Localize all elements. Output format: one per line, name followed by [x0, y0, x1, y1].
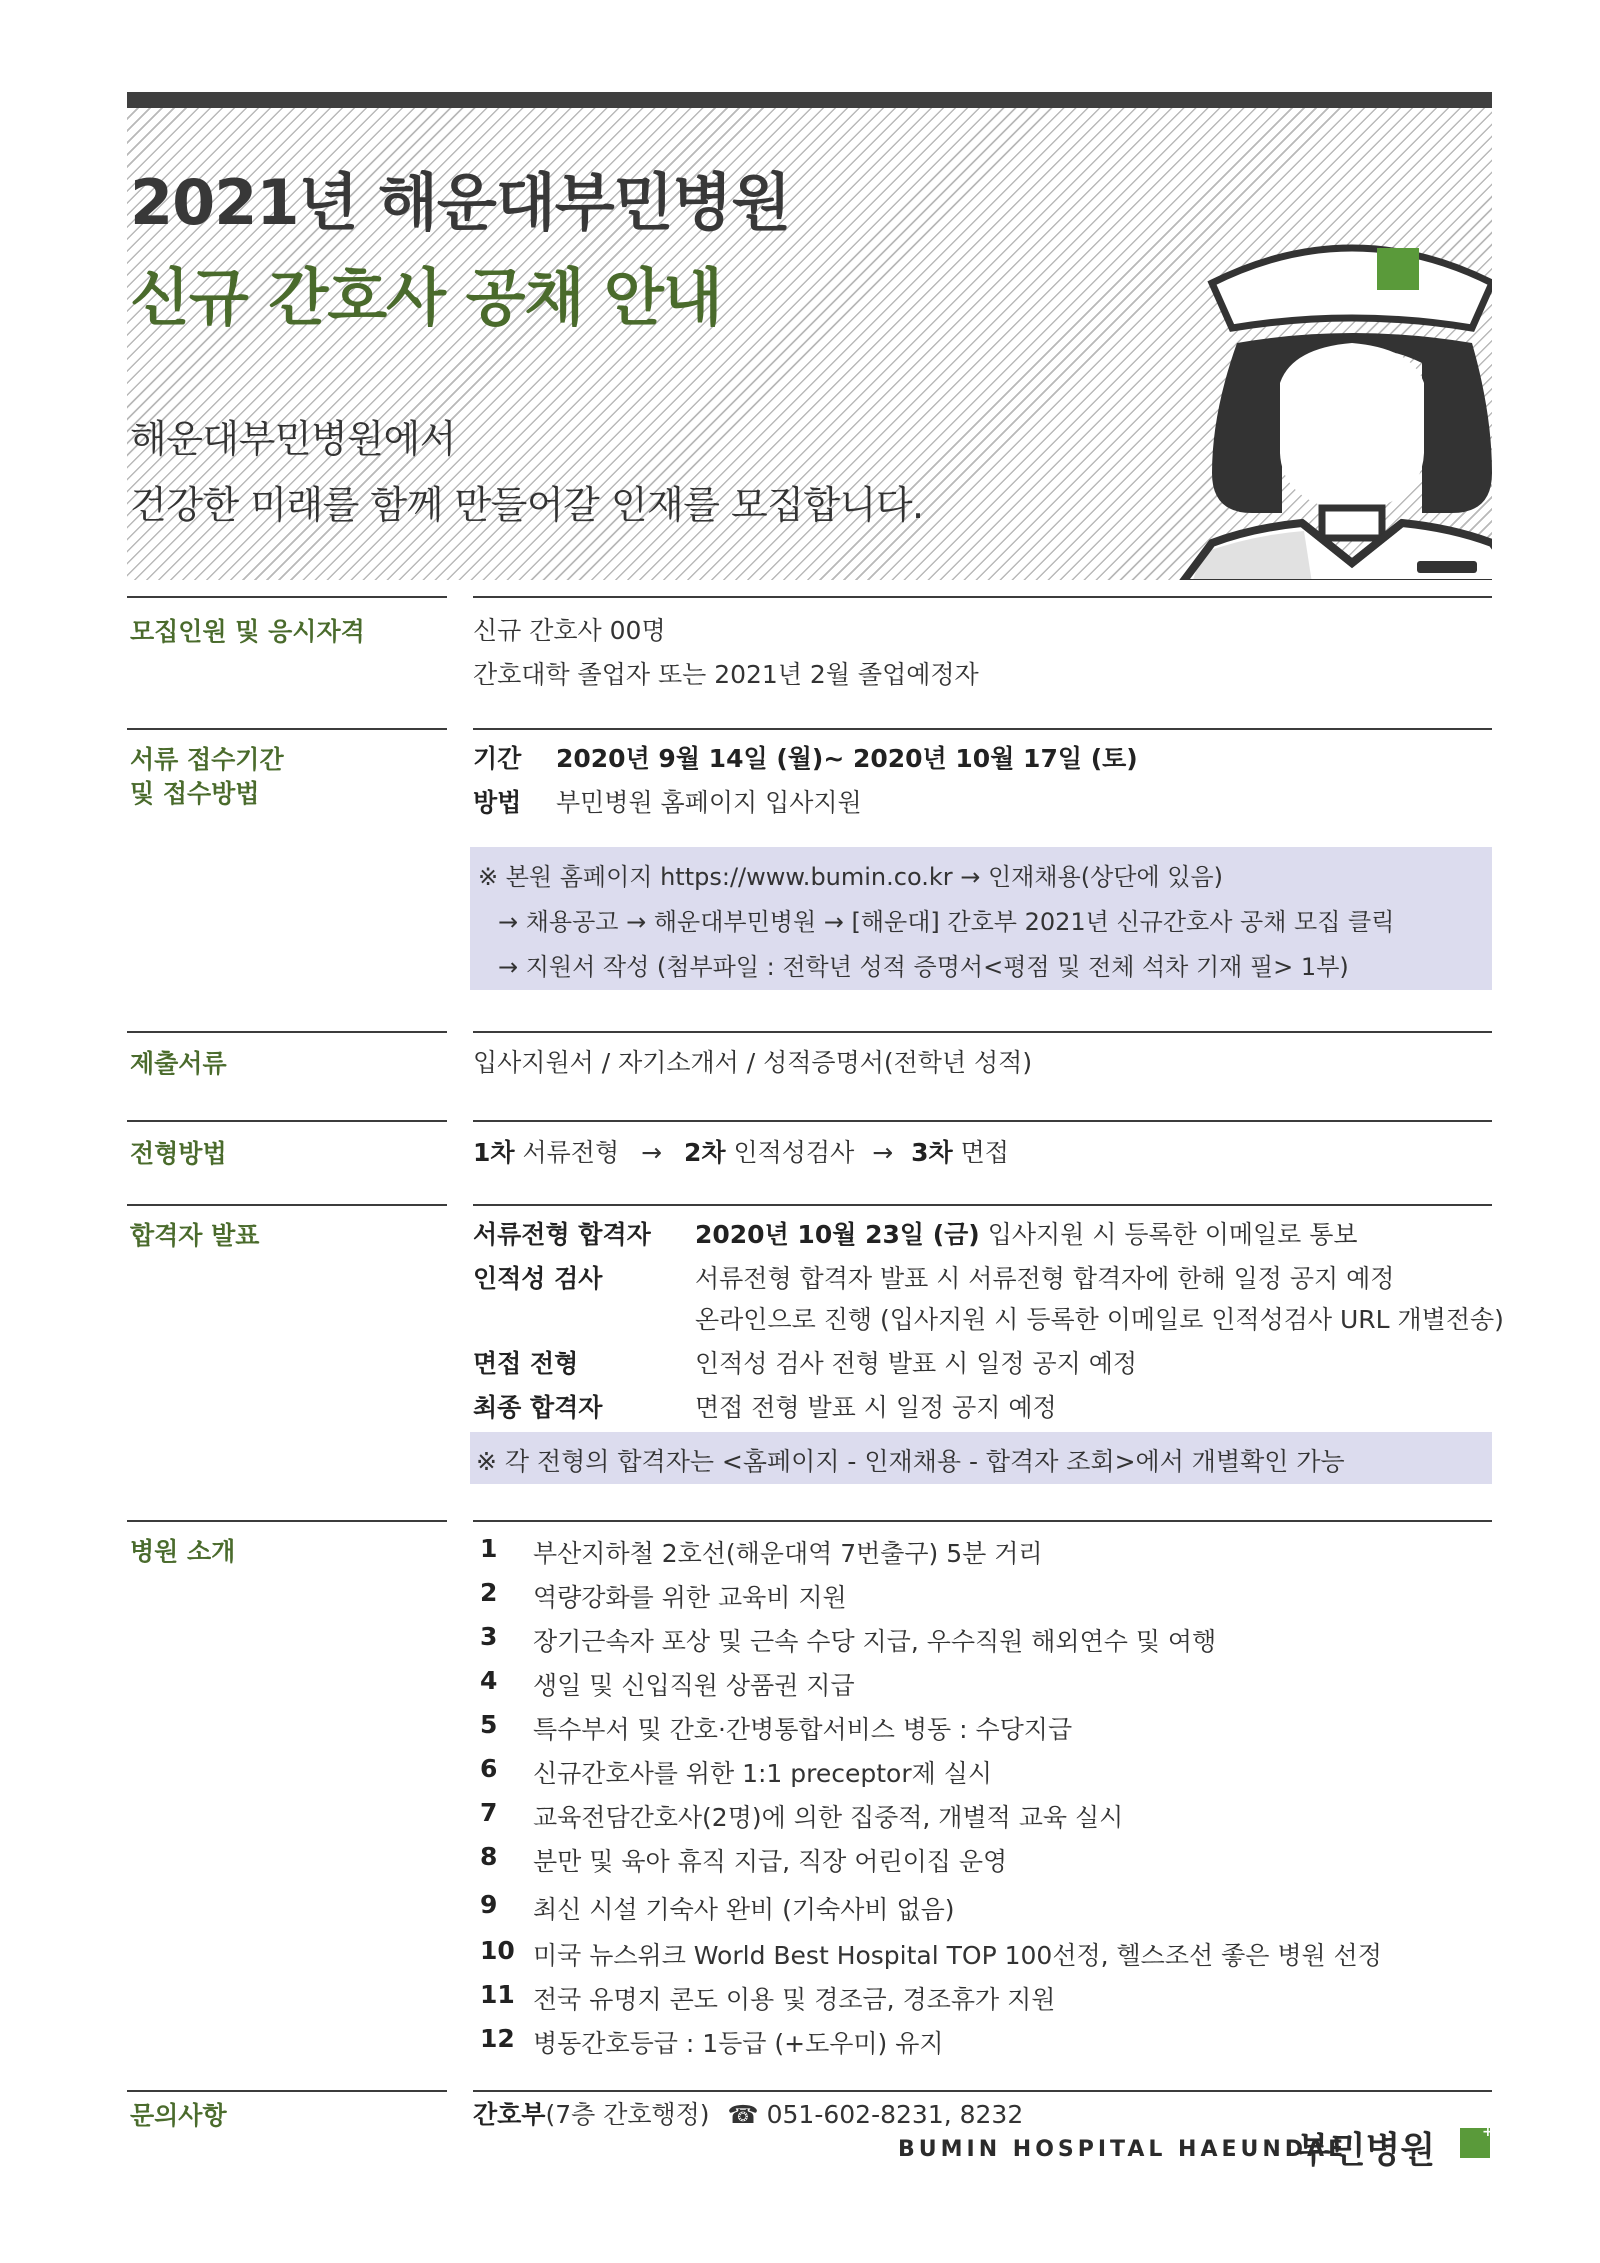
announcement-note-box	[470, 1432, 1492, 1484]
application-note-line1: ※ 본원 홈페이지 https://www.bumin.co.kr → 인재채용(상단에 있음)	[478, 863, 1224, 891]
method-key: 방법	[473, 788, 522, 817]
hospital-label: 병원 소개	[130, 1537, 236, 1566]
list-item-num: 11	[480, 1980, 515, 2009]
application-label-line2: 및 접수방법	[130, 779, 260, 808]
arrow-right-icon: →	[872, 1138, 894, 1167]
application-note-line2: → 채용공고 → 해운대부민병원 → [해운대] 간호부 2021년 신규간호사 공채 모집 클릭	[498, 908, 1395, 936]
list-item-num: 3	[480, 1622, 498, 1651]
list-item-num: 7	[480, 1798, 498, 1827]
list-item: 부산지하철 2호선(해운대역 7번출구) 5분 거리	[533, 1539, 1043, 1568]
step1-text: 서류전형	[522, 1138, 620, 1167]
recruit-line2: 간호대학 졸업자 또는 2021년 2월 졸업예정자	[473, 660, 979, 689]
section-divider	[473, 596, 1492, 598]
announcement-note: ※ 각 전형의 합격자는 <홈페이지 - 인재채용 - 합격자 조회>에서 개별확인 가능	[476, 1447, 1345, 1476]
announce-key-0: 서류전형 합격자	[473, 1220, 651, 1249]
step2-text: 인적성검사	[733, 1138, 855, 1167]
documents-value: 입사지원서 / 자기소개서 / 성적증명서(전학년 성적)	[473, 1048, 1033, 1077]
top-bar	[127, 92, 1492, 108]
announcement-label: 합격자 발표	[130, 1221, 260, 1250]
contact-info	[473, 2098, 1023, 2132]
list-item: 분만 및 육아 휴직 지급, 직장 어린이집 운영	[533, 1847, 1008, 1876]
hero-banner	[127, 108, 1492, 580]
list-item-num: 5	[480, 1710, 498, 1739]
announce-value-0: 2020년 10월 23일 (금) 입사지원 시 등록한 이메일로 통보	[695, 1220, 1358, 1249]
section-divider	[473, 728, 1492, 730]
list-item: 교육전담간호사(2명)에 의한 집중적, 개별적 교육 실시	[533, 1803, 1124, 1832]
section-divider	[473, 2090, 1492, 2092]
step3-text: 면접	[960, 1138, 1009, 1167]
application-note-line3: → 지원서 작성 (첨부파일 : 전학년 성적 증명서<평점 및 전체 석차 기재 필> 1부)	[498, 953, 1349, 981]
list-item: 신규간호사를 위한 1:1 preceptor제 실시	[533, 1759, 993, 1788]
announce-value-4: 면접 전형 발표 시 일정 공지 예정	[695, 1393, 1057, 1422]
list-item: 전국 유명지 콘도 이용 및 경조금, 경조휴가 지원	[533, 1985, 1056, 2014]
contact-label: 문의사항	[130, 2101, 227, 2130]
contact-phone: 051-602-8231, 8232	[766, 2100, 1024, 2129]
section-divider	[127, 728, 447, 730]
footer-name-en: BUMIN HOSPITAL HAEUNDAE	[898, 2137, 1348, 2162]
selection-steps	[473, 1136, 1009, 1170]
list-item-num: 9	[480, 1890, 498, 1919]
section-divider	[127, 1204, 447, 1206]
list-item: 최신 시설 기숙사 완비 (기숙사비 없음)	[533, 1895, 955, 1924]
announce-key-4: 최종 합격자	[473, 1393, 603, 1422]
list-item-num: 10	[480, 1936, 515, 1965]
step3-num: 3차	[911, 1138, 953, 1167]
announce-value-3: 인적성 검사 전형 발표 시 일정 공지 예정	[695, 1349, 1138, 1378]
section-divider	[473, 1031, 1492, 1033]
application-label-line1: 서류 접수기간	[130, 745, 284, 774]
list-item: 장기근속자 포상 및 근속 수당 지급, 우수직원 해외연수 및 여행	[533, 1627, 1217, 1656]
footer-name-ko: 부민병원	[1296, 2130, 1436, 2171]
section-divider	[127, 2090, 447, 2092]
list-item: 미국 뉴스위크 World Best Hospital TOP 100선정, 헬스조선 좋은 병원 선정	[533, 1941, 1382, 1970]
step1-num: 1차	[473, 1138, 515, 1167]
arrow-right-icon: →	[641, 1138, 663, 1167]
announce-key-1: 인적성 검사	[473, 1264, 603, 1293]
list-item: 병동간호등급 : 1등급 (+도우미) 유지	[533, 2029, 944, 2058]
list-item-num: 2	[480, 1578, 498, 1607]
list-item-num: 4	[480, 1666, 498, 1695]
documents-label: 제출서류	[130, 1049, 227, 1078]
application-note-box	[470, 847, 1492, 990]
section-divider	[127, 1120, 447, 1122]
list-item: 생일 및 신입직원 상품권 지급	[533, 1671, 855, 1700]
list-item: 특수부서 및 간호·간병통합서비스 병동 : 수당지급	[533, 1715, 1073, 1744]
contact-detail: (7층 간호행정)	[545, 2100, 710, 2129]
hero-subtitle-line2: 건강한 미래를 함께 만들어갈 인재를 모집합니다.	[130, 483, 924, 527]
hero-title-line1: 2021년 해운대부민병원	[130, 166, 791, 239]
list-item-num: 1	[480, 1534, 498, 1563]
hero-title-line2: 신규 간호사 공채 안내	[130, 261, 722, 334]
list-item-num: 12	[480, 2024, 515, 2053]
selection-label: 전형방법	[130, 1139, 227, 1168]
announce-key-3: 면접 전형	[473, 1349, 579, 1378]
nurse-illustration-icon	[1172, 213, 1492, 580]
section-divider	[473, 1120, 1492, 1122]
announce-value-2: 온라인으로 진행 (입사지원 시 등록한 이메일로 인적성검사 URL 개별전송)	[695, 1305, 1504, 1334]
section-divider	[127, 1520, 447, 1522]
recruit-line1: 신규 간호사 00명	[473, 616, 666, 645]
step2-num: 2차	[683, 1138, 726, 1167]
phone-icon: ☎	[727, 2100, 759, 2129]
method-value: 부민병원 홈페이지 입사지원	[556, 788, 862, 817]
section-divider	[127, 1031, 447, 1033]
section-divider	[127, 596, 447, 598]
list-item-num: 6	[480, 1754, 498, 1783]
period-value: 2020년 9월 14일 (월)~ 2020년 10월 17일 (토)	[556, 744, 1138, 773]
section-divider	[473, 1204, 1492, 1206]
logo-plus-icon: +	[1482, 2124, 1494, 2140]
list-item-num: 8	[480, 1842, 498, 1871]
contact-dept: 간호부	[473, 2100, 546, 2129]
recruit-label: 모집인원 및 응시자격	[130, 617, 365, 646]
announce-value-1: 서류전형 합격자 발표 시 서류전형 합격자에 한해 일정 공지 예정	[695, 1264, 1395, 1293]
hero-subtitle-line1: 해운대부민병원에서	[130, 417, 456, 461]
section-divider	[473, 1520, 1492, 1522]
list-item: 역량강화를 위한 교육비 지원	[533, 1583, 847, 1612]
period-key: 기간	[473, 744, 522, 773]
